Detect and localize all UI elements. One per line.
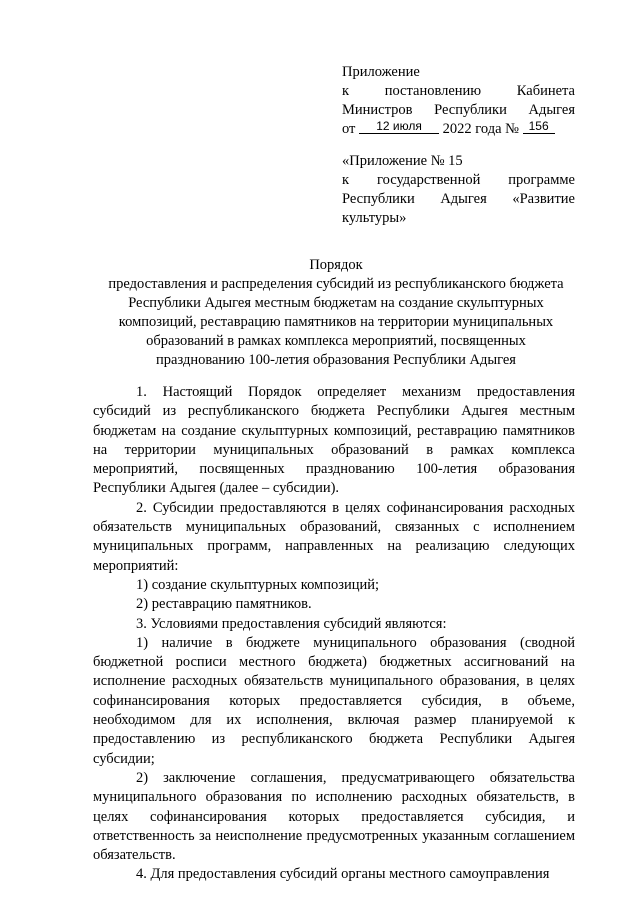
paragraph-3-item-2: 2) заключение соглашения, предусматривающего обязательства муниципального образования по исполнению расходных обязательств, в целях софинансирования которых предоставляется субсидия, и ответственность за неисполнение предусмотренных указанным соглашением обязательств. (93, 769, 575, 864)
paragraph-2-item-1: 1) создание скульптурных композиций; (136, 576, 380, 593)
title-line-1: предоставления и распределения субсидий из республиканского бюджета (108, 276, 564, 292)
program-development: «Развитие (512, 191, 575, 207)
paragraph-2: 2. Субсидии предоставляются в целях софинансирования расходных обязательств муниципальных образований, связанных с исполнением муниципальных программ, направленных на реализацию следующих мероприятий: (93, 499, 575, 574)
appendix-header (342, 63, 575, 139)
program-word: программе (508, 172, 575, 188)
decree-ref-cabinet: Кабинета (516, 83, 575, 99)
appendix-number-line: «Приложение № 15 (342, 153, 463, 169)
program-state: государственной (377, 172, 481, 188)
paragraph-3-item-1: 1) наличие в бюджете муниципального образования (сводной бюджетной росписи местного бюджета) бюджетных ассигнований на исполнение расходных обязательств муниципального образования, в целях софинансирования которых предоставляется субсидия, в объеме, необходимом для их исполнения, включая размер планируемой к предоставлению из республиканского бюджета Республики Адыгея субсидии; (93, 634, 575, 767)
ministers-word: Министров (342, 102, 413, 118)
title-line-3: композиций, реставрацию памятников на территории муниципальных (118, 314, 554, 330)
program-republic: Республики (342, 191, 415, 207)
document-title (80, 256, 592, 370)
program-line-2 (342, 190, 575, 209)
paragraph-1: 1. Настоящий Порядок определяет механизм предоставления субсидий из республиканского бюджета Республики Адыгея местным бюджетам на создание скульптурных композиций, реставрацию памятников на территории муниципальных образований в рамках комплекса мероприятий, посвященных празднованию 100-летия образования Республики Адыгея (далее – субсидии). (93, 384, 575, 497)
title-line-4: образований в рамках комплекса мероприятий, посвященных (146, 333, 526, 349)
decree-ref-word: постановлению (384, 83, 482, 99)
date-line (342, 120, 575, 139)
program-line-1 (342, 171, 575, 190)
decree-ref-k: к (342, 83, 350, 99)
paragraph-2-item-2: 2) реставрацию памятников. (136, 596, 312, 613)
adygea-word: Адыгея (528, 102, 575, 118)
title-line-5: празднованию 100-летия образования Республики Адыгея (156, 352, 516, 368)
title-heading: Порядок (309, 257, 363, 273)
program-adygea: Адыгея (440, 191, 487, 207)
date-day-month-field: 12 июля (359, 119, 439, 134)
paragraph-4: 4. Для предоставления субсидий органы местного самоуправления (136, 866, 550, 883)
document-body (93, 383, 575, 885)
program-line-3: культуры» (342, 210, 407, 226)
date-year-text: 2022 года № (442, 121, 519, 137)
appendix-label: Приложение (342, 64, 420, 80)
document-number-field: 156 (523, 119, 555, 134)
date-from-prefix: от (342, 121, 356, 137)
program-appendix-header (342, 152, 575, 228)
ministers-line (342, 101, 575, 120)
republic-word: Республики (434, 102, 507, 118)
decree-reference-line (342, 82, 575, 101)
title-line-2: Республики Адыгея местным бюджетам на создание скульптурных (128, 295, 544, 311)
program-k: к (342, 172, 350, 188)
paragraph-3: 3. Условиями предоставления субсидий являются: (136, 615, 447, 632)
